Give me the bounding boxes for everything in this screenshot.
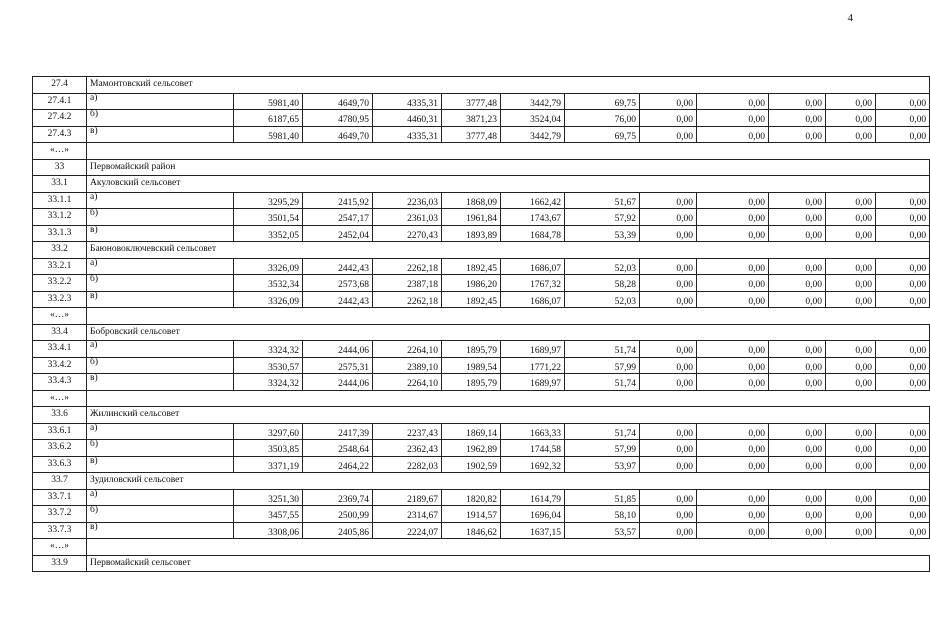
row-code: 33 xyxy=(33,159,87,176)
value-cell: 0,00 xyxy=(826,522,876,539)
value-cell: 53,39 xyxy=(565,225,640,242)
value-cell: 1902,59 xyxy=(442,456,501,473)
section-row xyxy=(33,473,930,490)
row-code: 33.2 xyxy=(33,242,87,259)
row-option: в) xyxy=(87,456,234,473)
value-cell: 0,00 xyxy=(640,374,697,391)
page-number: 4 xyxy=(847,12,853,24)
value-cell: 0,00 xyxy=(826,506,876,523)
value-cell: 0,00 xyxy=(876,357,930,374)
value-cell: 0,00 xyxy=(769,489,826,506)
value-cell: 3871,23 xyxy=(442,110,501,127)
value-cell: 2442,43 xyxy=(303,291,373,308)
value-cell: 2452,04 xyxy=(303,225,373,242)
value-cell: 0,00 xyxy=(697,209,769,226)
value-cell: 57,99 xyxy=(565,440,640,457)
value-cell: 0,00 xyxy=(876,258,930,275)
row-option: а) xyxy=(87,489,234,506)
value-cell: 58,28 xyxy=(565,275,640,292)
value-cell: 1684,78 xyxy=(501,225,565,242)
table-row xyxy=(33,506,930,523)
value-cell: 0,00 xyxy=(697,126,769,143)
ellipsis-row xyxy=(33,390,930,407)
row-code: 33.2.1 xyxy=(33,258,87,275)
value-cell: 1914,57 xyxy=(442,506,501,523)
row-code: 33.7 xyxy=(33,473,87,490)
value-cell: 2442,43 xyxy=(303,258,373,275)
value-cell: 0,00 xyxy=(769,423,826,440)
value-cell: 0,00 xyxy=(640,110,697,127)
value-cell: 58,10 xyxy=(565,506,640,523)
value-cell: 0,00 xyxy=(826,423,876,440)
value-cell: 5981,40 xyxy=(234,93,303,110)
row-code: «…» xyxy=(33,143,87,160)
value-cell: 0,00 xyxy=(769,291,826,308)
row-option: б) xyxy=(87,275,234,292)
value-cell: 1662,42 xyxy=(501,192,565,209)
section-row xyxy=(33,159,930,176)
value-cell: 0,00 xyxy=(876,489,930,506)
value-cell: 0,00 xyxy=(876,110,930,127)
value-cell: 4335,31 xyxy=(373,126,442,143)
value-cell: 2189,67 xyxy=(373,489,442,506)
row-option: б) xyxy=(87,506,234,523)
row-option: б) xyxy=(87,440,234,457)
row-code: 33.1.2 xyxy=(33,209,87,226)
row-code: 33.1 xyxy=(33,176,87,193)
value-cell: 0,00 xyxy=(826,126,876,143)
value-cell: 0,00 xyxy=(826,341,876,358)
row-code: 33.7.1 xyxy=(33,489,87,506)
value-cell: 0,00 xyxy=(769,341,826,358)
value-cell: 0,00 xyxy=(826,440,876,457)
value-cell: 3442,79 xyxy=(501,93,565,110)
value-cell: 53,97 xyxy=(565,456,640,473)
value-cell: 3326,09 xyxy=(234,291,303,308)
row-code: «…» xyxy=(33,390,87,407)
table-row xyxy=(33,489,930,506)
value-cell: 51,74 xyxy=(565,374,640,391)
value-cell: 1663,33 xyxy=(501,423,565,440)
row-code: 33.4.1 xyxy=(33,341,87,358)
value-cell: 0,00 xyxy=(640,291,697,308)
table-row xyxy=(33,225,930,242)
value-cell: 0,00 xyxy=(826,456,876,473)
table-row xyxy=(33,93,930,110)
value-cell: 1961,84 xyxy=(442,209,501,226)
value-cell: 0,00 xyxy=(769,456,826,473)
row-code: 33.7.3 xyxy=(33,522,87,539)
value-cell: 0,00 xyxy=(876,456,930,473)
table-row xyxy=(33,275,930,292)
tariff-table xyxy=(32,76,930,572)
table-row xyxy=(33,357,930,374)
value-cell: 0,00 xyxy=(876,291,930,308)
value-cell: 1895,79 xyxy=(442,374,501,391)
value-cell: 2444,06 xyxy=(303,341,373,358)
ellipsis-spacer xyxy=(87,390,930,407)
value-cell: 0,00 xyxy=(640,258,697,275)
row-code: 33.2.3 xyxy=(33,291,87,308)
value-cell: 0,00 xyxy=(826,489,876,506)
value-cell: 3442,79 xyxy=(501,126,565,143)
value-cell: 3352,05 xyxy=(234,225,303,242)
value-cell: 3326,09 xyxy=(234,258,303,275)
value-cell: 2262,18 xyxy=(373,291,442,308)
value-cell: 2270,43 xyxy=(373,225,442,242)
row-option: а) xyxy=(87,341,234,358)
value-cell: 2264,10 xyxy=(373,374,442,391)
value-cell: 0,00 xyxy=(826,192,876,209)
value-cell: 1771,22 xyxy=(501,357,565,374)
value-cell: 5981,40 xyxy=(234,126,303,143)
value-cell: 0,00 xyxy=(697,192,769,209)
ellipsis-row xyxy=(33,143,930,160)
value-cell: 2387,18 xyxy=(373,275,442,292)
row-code: 33.6 xyxy=(33,407,87,424)
value-cell: 0,00 xyxy=(697,110,769,127)
value-cell: 0,00 xyxy=(640,275,697,292)
value-cell: 4460,31 xyxy=(373,110,442,127)
value-cell: 1986,20 xyxy=(442,275,501,292)
value-cell: 0,00 xyxy=(876,374,930,391)
section-row xyxy=(33,324,930,341)
value-cell: 0,00 xyxy=(826,209,876,226)
value-cell: 1893,89 xyxy=(442,225,501,242)
value-cell: 53,57 xyxy=(565,522,640,539)
value-cell: 0,00 xyxy=(876,440,930,457)
value-cell: 1614,79 xyxy=(501,489,565,506)
value-cell: 3501,54 xyxy=(234,209,303,226)
value-cell: 3524,04 xyxy=(501,110,565,127)
section-title: Жилинский сельсовет xyxy=(87,407,930,424)
row-option: а) xyxy=(87,192,234,209)
table-row xyxy=(33,126,930,143)
row-code: «…» xyxy=(33,308,87,325)
row-option: в) xyxy=(87,374,234,391)
value-cell: 0,00 xyxy=(697,374,769,391)
value-cell: 1744,58 xyxy=(501,440,565,457)
section-row xyxy=(33,555,930,572)
value-cell: 0,00 xyxy=(826,258,876,275)
value-cell: 3295,29 xyxy=(234,192,303,209)
table-row xyxy=(33,423,930,440)
value-cell: 2575,31 xyxy=(303,357,373,374)
value-cell: 2464,22 xyxy=(303,456,373,473)
value-cell: 3297,60 xyxy=(234,423,303,440)
ellipsis-row xyxy=(33,308,930,325)
value-cell: 0,00 xyxy=(640,93,697,110)
value-cell: 51,85 xyxy=(565,489,640,506)
value-cell: 2500,99 xyxy=(303,506,373,523)
row-code: 27.4 xyxy=(33,77,87,94)
value-cell: 0,00 xyxy=(876,341,930,358)
table-row xyxy=(33,341,930,358)
value-cell: 0,00 xyxy=(769,192,826,209)
value-cell: 0,00 xyxy=(876,506,930,523)
value-cell: 0,00 xyxy=(697,341,769,358)
value-cell: 0,00 xyxy=(640,192,697,209)
table-row xyxy=(33,522,930,539)
value-cell: 0,00 xyxy=(769,93,826,110)
value-cell: 2389,10 xyxy=(373,357,442,374)
section-title: Акуловский сельсовет xyxy=(87,176,930,193)
value-cell: 0,00 xyxy=(876,423,930,440)
row-option: б) xyxy=(87,357,234,374)
row-code: 33.1.3 xyxy=(33,225,87,242)
value-cell: 2369,74 xyxy=(303,489,373,506)
ellipsis-spacer xyxy=(87,143,930,160)
value-cell: 52,03 xyxy=(565,258,640,275)
row-option: в) xyxy=(87,522,234,539)
value-cell: 4649,70 xyxy=(303,93,373,110)
value-cell: 1767,32 xyxy=(501,275,565,292)
value-cell: 0,00 xyxy=(640,456,697,473)
value-cell: 0,00 xyxy=(640,126,697,143)
row-code: 33.1.1 xyxy=(33,192,87,209)
value-cell: 0,00 xyxy=(876,522,930,539)
value-cell: 0,00 xyxy=(697,225,769,242)
value-cell: 0,00 xyxy=(876,275,930,292)
value-cell: 1692,32 xyxy=(501,456,565,473)
section-row xyxy=(33,407,930,424)
value-cell: 2264,10 xyxy=(373,341,442,358)
value-cell: 0,00 xyxy=(826,357,876,374)
row-code: 27.4.1 xyxy=(33,93,87,110)
table-row xyxy=(33,374,930,391)
value-cell: 0,00 xyxy=(769,374,826,391)
value-cell: 0,00 xyxy=(640,225,697,242)
value-cell: 2237,43 xyxy=(373,423,442,440)
section-title: Первомайский сельсовет xyxy=(87,555,930,572)
row-code: 33.2.2 xyxy=(33,275,87,292)
value-cell: 0,00 xyxy=(769,258,826,275)
value-cell: 1637,15 xyxy=(501,522,565,539)
ellipsis-spacer xyxy=(87,539,930,556)
value-cell: 0,00 xyxy=(697,291,769,308)
value-cell: 0,00 xyxy=(640,423,697,440)
ellipsis-spacer xyxy=(87,308,930,325)
value-cell: 0,00 xyxy=(697,275,769,292)
row-option: а) xyxy=(87,423,234,440)
value-cell: 1895,79 xyxy=(442,341,501,358)
value-cell: 2362,43 xyxy=(373,440,442,457)
value-cell: 1962,89 xyxy=(442,440,501,457)
value-cell: 0,00 xyxy=(769,506,826,523)
row-option: а) xyxy=(87,93,234,110)
value-cell: 0,00 xyxy=(876,126,930,143)
row-option: в) xyxy=(87,291,234,308)
value-cell: 3532,34 xyxy=(234,275,303,292)
value-cell: 0,00 xyxy=(769,522,826,539)
value-cell: 1892,45 xyxy=(442,258,501,275)
value-cell: 0,00 xyxy=(826,291,876,308)
value-cell: 0,00 xyxy=(769,275,826,292)
table-row xyxy=(33,456,930,473)
row-code: 33.6.2 xyxy=(33,440,87,457)
row-option: б) xyxy=(87,209,234,226)
value-cell: 2224,07 xyxy=(373,522,442,539)
section-row xyxy=(33,77,930,94)
table-row xyxy=(33,192,930,209)
value-cell: 0,00 xyxy=(640,522,697,539)
section-title: Первомайский район xyxy=(87,159,930,176)
value-cell: 2417,39 xyxy=(303,423,373,440)
value-cell: 0,00 xyxy=(697,93,769,110)
value-cell: 0,00 xyxy=(640,209,697,226)
value-cell: 1869,14 xyxy=(442,423,501,440)
value-cell: 3777,48 xyxy=(442,93,501,110)
value-cell: 0,00 xyxy=(769,126,826,143)
value-cell: 2405,86 xyxy=(303,522,373,539)
value-cell: 0,00 xyxy=(769,225,826,242)
value-cell: 3503,85 xyxy=(234,440,303,457)
value-cell: 1689,97 xyxy=(501,374,565,391)
value-cell: 0,00 xyxy=(876,93,930,110)
value-cell: 57,99 xyxy=(565,357,640,374)
table-row xyxy=(33,258,930,275)
table-row xyxy=(33,291,930,308)
row-code: 33.6.1 xyxy=(33,423,87,440)
value-cell: 51,67 xyxy=(565,192,640,209)
value-cell: 0,00 xyxy=(697,489,769,506)
row-option: б) xyxy=(87,110,234,127)
value-cell: 2314,67 xyxy=(373,506,442,523)
value-cell: 0,00 xyxy=(697,440,769,457)
value-cell: 0,00 xyxy=(697,522,769,539)
row-code: 27.4.3 xyxy=(33,126,87,143)
value-cell: 0,00 xyxy=(826,374,876,391)
value-cell: 0,00 xyxy=(697,423,769,440)
value-cell: 2282,03 xyxy=(373,456,442,473)
row-code: 33.9 xyxy=(33,555,87,572)
value-cell: 3324,32 xyxy=(234,341,303,358)
value-cell: 1686,07 xyxy=(501,258,565,275)
value-cell: 2444,06 xyxy=(303,374,373,391)
value-cell: 0,00 xyxy=(769,110,826,127)
row-code: «…» xyxy=(33,539,87,556)
value-cell: 3777,48 xyxy=(442,126,501,143)
row-code: 27.4.2 xyxy=(33,110,87,127)
value-cell: 0,00 xyxy=(640,506,697,523)
value-cell: 0,00 xyxy=(826,275,876,292)
value-cell: 0,00 xyxy=(769,357,826,374)
value-cell: 0,00 xyxy=(697,506,769,523)
value-cell: 0,00 xyxy=(826,93,876,110)
value-cell: 3308,06 xyxy=(234,522,303,539)
row-code: 33.4.3 xyxy=(33,374,87,391)
section-title: Баюновоключевский сельсовет xyxy=(87,242,930,259)
value-cell: 1820,82 xyxy=(442,489,501,506)
value-cell: 3530,57 xyxy=(234,357,303,374)
ellipsis-row xyxy=(33,539,930,556)
value-cell: 4649,70 xyxy=(303,126,373,143)
value-cell: 1743,67 xyxy=(501,209,565,226)
value-cell: 3371,19 xyxy=(234,456,303,473)
section-row xyxy=(33,176,930,193)
value-cell: 2415,92 xyxy=(303,192,373,209)
table-row xyxy=(33,110,930,127)
value-cell: 0,00 xyxy=(640,489,697,506)
row-option: в) xyxy=(87,126,234,143)
value-cell: 1846,62 xyxy=(442,522,501,539)
value-cell: 1892,45 xyxy=(442,291,501,308)
value-cell: 69,75 xyxy=(565,93,640,110)
value-cell: 4335,31 xyxy=(373,93,442,110)
value-cell: 2262,18 xyxy=(373,258,442,275)
section-row xyxy=(33,242,930,259)
row-code: 33.4.2 xyxy=(33,357,87,374)
value-cell: 1686,07 xyxy=(501,291,565,308)
value-cell: 57,92 xyxy=(565,209,640,226)
value-cell: 3324,32 xyxy=(234,374,303,391)
value-cell: 51,74 xyxy=(565,341,640,358)
value-cell: 0,00 xyxy=(769,440,826,457)
value-cell: 3251,30 xyxy=(234,489,303,506)
row-code: 33.4 xyxy=(33,324,87,341)
section-title: Бобровский сельсовет xyxy=(87,324,930,341)
row-code: 33.6.3 xyxy=(33,456,87,473)
value-cell: 0,00 xyxy=(640,440,697,457)
section-title: Зудиловский сельсовет xyxy=(87,473,930,490)
table-row xyxy=(33,440,930,457)
value-cell: 0,00 xyxy=(697,456,769,473)
value-cell: 0,00 xyxy=(697,258,769,275)
value-cell: 0,00 xyxy=(697,357,769,374)
value-cell: 0,00 xyxy=(640,357,697,374)
value-cell: 51,74 xyxy=(565,423,640,440)
value-cell: 1989,54 xyxy=(442,357,501,374)
value-cell: 0,00 xyxy=(769,209,826,226)
section-title: Мамонтовский сельсовет xyxy=(87,77,930,94)
row-code: 33.7.2 xyxy=(33,506,87,523)
value-cell: 6187,65 xyxy=(234,110,303,127)
value-cell: 0,00 xyxy=(876,225,930,242)
value-cell: 0,00 xyxy=(826,110,876,127)
value-cell: 2573,68 xyxy=(303,275,373,292)
value-cell: 0,00 xyxy=(640,341,697,358)
row-option: в) xyxy=(87,225,234,242)
value-cell: 2548,64 xyxy=(303,440,373,457)
value-cell: 2236,03 xyxy=(373,192,442,209)
value-cell: 0,00 xyxy=(876,209,930,226)
value-cell: 0,00 xyxy=(826,225,876,242)
value-cell: 2361,03 xyxy=(373,209,442,226)
value-cell: 3457,55 xyxy=(234,506,303,523)
value-cell: 1868,09 xyxy=(442,192,501,209)
table-body xyxy=(33,77,930,572)
value-cell: 4780,95 xyxy=(303,110,373,127)
row-option: а) xyxy=(87,258,234,275)
value-cell: 1696,04 xyxy=(501,506,565,523)
value-cell: 2547,17 xyxy=(303,209,373,226)
table-row xyxy=(33,209,930,226)
value-cell: 0,00 xyxy=(876,192,930,209)
value-cell: 1689,97 xyxy=(501,341,565,358)
value-cell: 76,00 xyxy=(565,110,640,127)
value-cell: 52,03 xyxy=(565,291,640,308)
value-cell: 69,75 xyxy=(565,126,640,143)
